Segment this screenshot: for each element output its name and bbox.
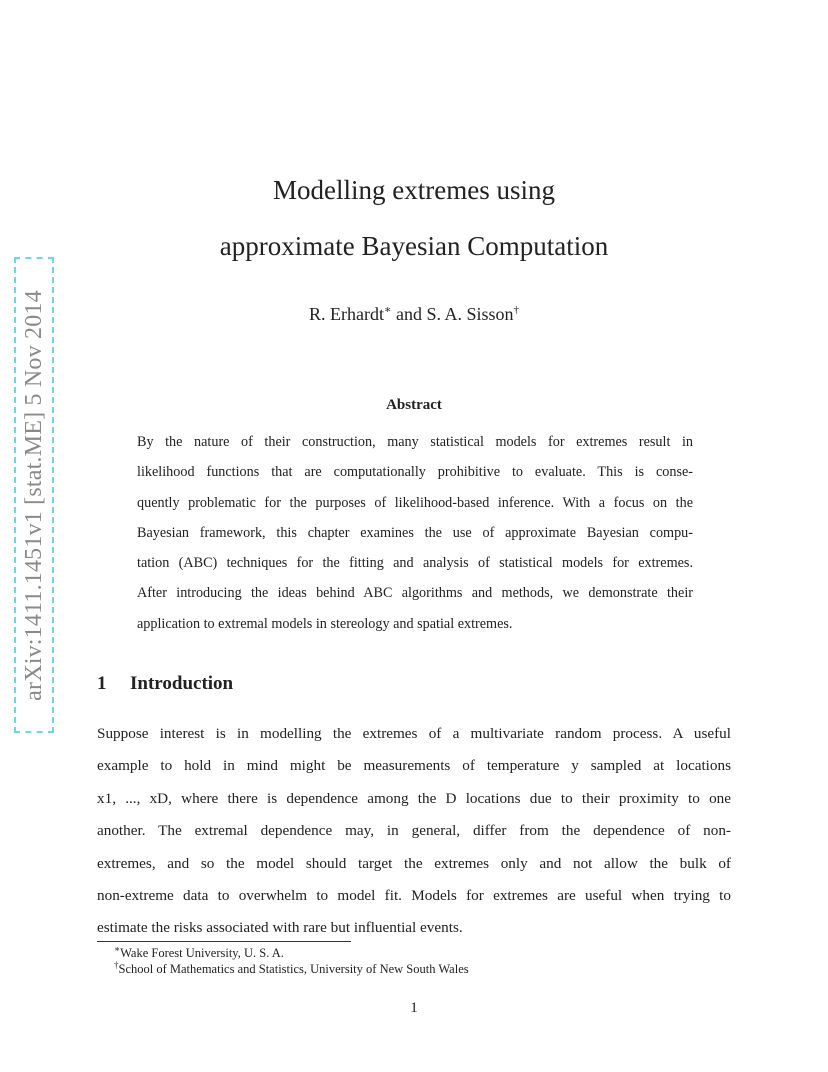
author-name: R. Erhardt	[308, 304, 384, 324]
footnote-affiliation-2	[114, 959, 469, 977]
section-heading	[97, 673, 233, 695]
abstract-line: tation (ABC) techniques for the fitting and analysis of statistical models for extremes.	[137, 555, 693, 572]
intro-line: example to hold in mind might be measurements of temperature y sampled at locations	[97, 757, 731, 775]
section-title: Introduction	[130, 673, 234, 694]
intro-line: Suppose interest is in modelling the extremes of a multivariate random process. A useful	[97, 725, 731, 742]
paper-title-line-2: approximate Bayesian Computation	[219, 231, 609, 261]
arxiv-identifier: arXiv:1411.1451v1 [stat.ME] 5 Nov 2014	[20, 289, 47, 701]
intro-line: estimate the risks associated with rare but influential events.	[97, 919, 463, 937]
author-name: S. A. Sisson	[426, 304, 514, 324]
abstract-body	[137, 427, 693, 639]
intro-line: non-extreme data to overwhelm to model fit. Models for extremes are useful when trying to	[97, 887, 731, 905]
abstract-line: Bayesian framework, this chapter examines the use of approximate Bayesian compu-	[137, 524, 693, 541]
abstract-line: quently problematic for the purposes of likelihood-based inference. With a focus on the	[137, 494, 693, 511]
intro-line: another. The extremal dependence may, in general, differ from the dependence of non-	[97, 822, 731, 840]
arxiv-stamp	[14, 257, 54, 733]
footnote-affiliation-1	[114, 943, 284, 961]
page-number: 1	[410, 1000, 418, 1016]
paper-title-line-1: Modelling extremes using	[273, 175, 555, 205]
author-affiliation-mark: †	[513, 304, 519, 316]
abstract-line: likelihood functions that are computationally prohibitive to evaluate. This is conse-	[137, 464, 693, 481]
abstract-heading: Abstract	[386, 397, 442, 413]
footnote-mark: ∗	[114, 943, 121, 954]
abstract-line: By the nature of their construction, many statistical models for extremes result in	[137, 434, 693, 450]
section-number: 1	[97, 673, 107, 694]
footnote-text: School of Mathematics and Statistics, University of New South Wales	[118, 962, 469, 976]
abstract-line: application to extremal models in stereology and spatial extremes.	[137, 615, 513, 632]
intro-line: x1, ..., xD, where there is dependence among the D locations due to their proximity to one	[97, 789, 731, 807]
footnote-mark: †	[114, 959, 119, 970]
author-connector: and	[391, 304, 427, 324]
abstract-line: After introducing the ideas behind ABC algorithms and methods, we demonstrate their	[137, 585, 693, 602]
intro-paragraph	[97, 718, 731, 945]
intro-line: extremes, and so the model should target the extremes only and not allow the bulk of	[97, 854, 731, 872]
author-affiliation-mark: ∗	[383, 304, 392, 316]
footnote-rule	[97, 941, 351, 942]
author-list	[0, 304, 828, 325]
footnote-text: Wake Forest University, U. S. A.	[120, 946, 284, 960]
